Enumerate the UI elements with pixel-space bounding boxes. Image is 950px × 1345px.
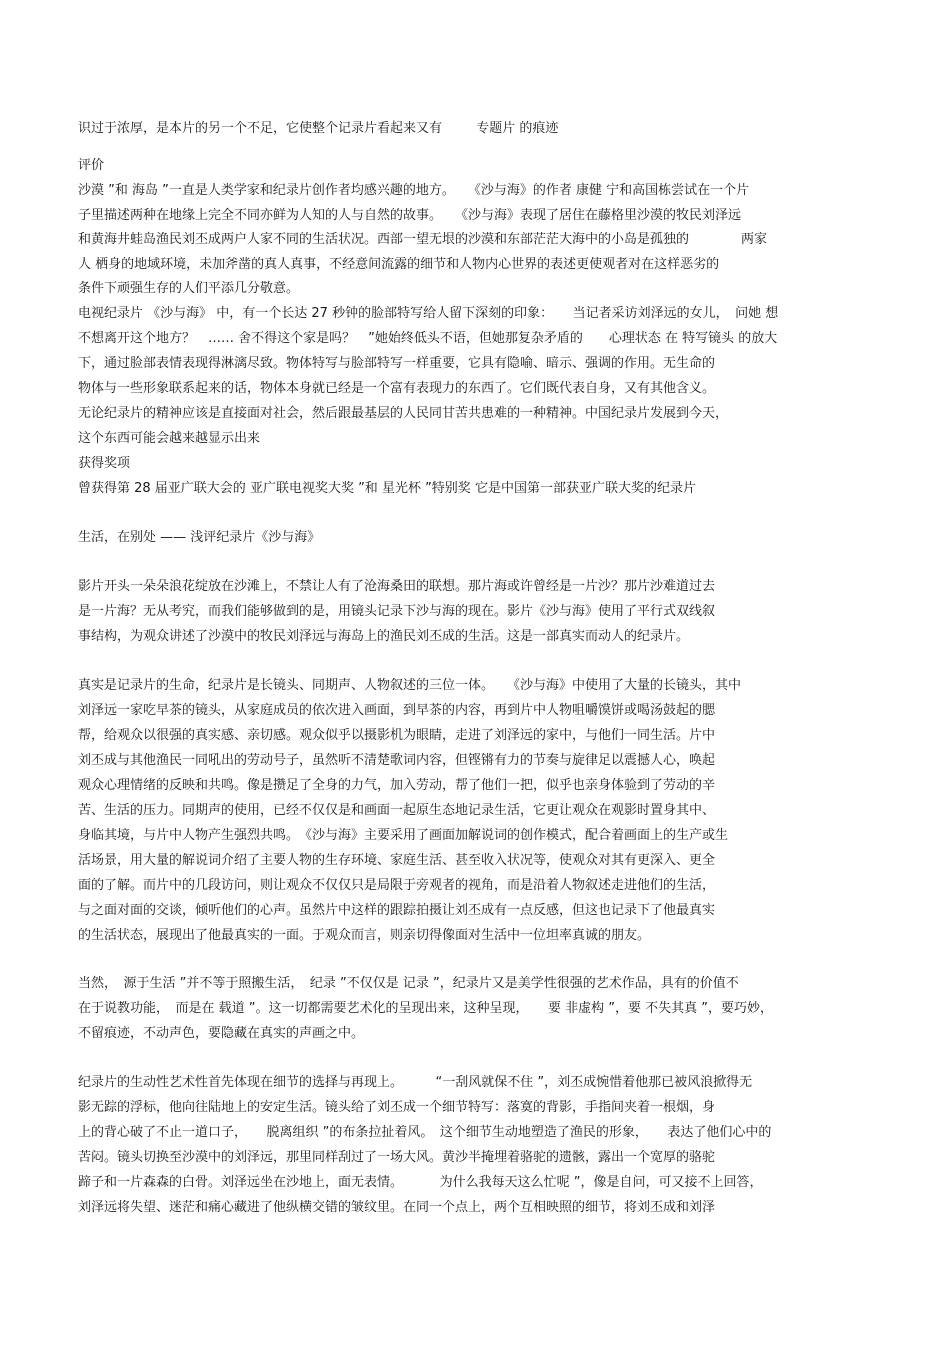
text-line: 活场景，用大量的解说词介绍了主要人物的生存环境、家庭生活、甚至收入状况等，使观众对其有更深入、更全 bbox=[78, 853, 716, 868]
text-line: 沙漠 ”和 海岛 ”一直是人类学家和纪录片创作者均感兴趣的地方。 《沙与海》的作者 康健 宁和高国栋尝试在一个片 bbox=[78, 183, 750, 198]
text-line: 与之面对面的交谈，倾听他们的心声。虽然片中这样的跟踪拍摄让刘丕成有一点反感，但这也记录下了他最真实 bbox=[78, 903, 716, 918]
section-heading: 评价 bbox=[78, 158, 105, 173]
text-line: 苦闷。镜头切换至沙漠中的刘泽远，那里同样刮过了一场大风。黄沙半掩埋着骆驼的遗骸，露出一个宽厚的骆驼 bbox=[78, 1150, 716, 1165]
text-line: 人 栖身的地域环境，未加斧凿的真人真事，不经意间流露的细节和人物内心世界的表述更使观者对在这样恶劣的 bbox=[78, 257, 720, 272]
text-line: 无论纪录片的精神应该是直接面对社会，然后跟最基层的人民同甘苦共患难的一种精神。中国纪录片发展到今天， bbox=[78, 406, 729, 421]
text-line: 这个东西可能会越来越显示出来 bbox=[78, 431, 261, 446]
text-line: 影无踪的浮标，他向往陆地上的安定生活。镜头给了刘丕成一个细节特写：落寞的背影，手指间夹着一根烟，身 bbox=[78, 1100, 716, 1115]
text-line: 影片开头一朵朵浪花绽放在沙滩上，不禁让人有了沧海桑田的联想。那片海或许曾经是一片沙？那片沙难道过去 bbox=[78, 579, 716, 594]
text-line: 识过于浓厚，是本片的另一个不足，它使整个记录片看起来又有 专题片 的痕迹 bbox=[78, 121, 559, 136]
text-line: 刘丕成与其他渔民一同吼出的劳动号子，虽然听不清楚歌词内容，但铿锵有力的节奏与旋律足以震撼人心，唤起 bbox=[78, 753, 716, 768]
text-line: 是一片海？无从考究，而我们能够做到的是，用镜头记录下沙与海的现在。影片《沙与海》使用了平行式双线叙 bbox=[78, 604, 716, 619]
section-heading: 获得奖项 bbox=[78, 456, 131, 471]
text-line: 观众心理情绪的反映和共鸣。像是攒足了全身的力气，加入劳动，帮了他们一把，似乎也亲身体验到了劳动的辛 bbox=[78, 778, 716, 793]
text-line: 条件下顽强生存的人们平添几分敬意。 bbox=[78, 281, 300, 296]
text-line: 刘泽远一家吃早茶的镜头，从家庭成员的依次进入画面，到早茶的内容，再到片中人物咀嚼馍饼或喝汤鼓起的腮 bbox=[78, 703, 716, 718]
text-line: 帮，给观众以很强的真实感、亲切感。观众似乎以摄影机为眼睛，走进了刘泽远的家中，与他们一同生活。片中 bbox=[78, 728, 716, 743]
text-line: 身临其境，与片中人物产生强烈共鸣。 《沙与海》主要采用了画面加解说词的创作模式，配合着画面上的生产或生 bbox=[78, 828, 729, 843]
text-line: 子里描述两种在地缘上完全不同亦鲜为人知的人与自然的故事。 《沙与海》表现了居住在藤格里沙漠的牧民刘泽远 bbox=[78, 208, 742, 223]
text-line: 蹄子和一片森森的白骨。刘泽远坐在沙地上，面无表情。 为什么我每天这么忙呢 ”，像是自问，可又接不上回答， bbox=[78, 1175, 763, 1190]
text-line: 物体与一些形象联系起来的话，物体本身就已经是一个富有表现力的东西了。它们既代表自身，又有其他含义。 bbox=[78, 381, 716, 396]
article-title: 生活，在别处 —— 浅评纪录片《沙与海》 bbox=[78, 530, 321, 545]
text-line: 曾获得第 28 届亚广联大会的 亚广联电视奖大奖 ”和 星光杯 ”特别奖 它是中国第一部获亚广联大奖的纪录片 bbox=[78, 481, 696, 496]
text-line: 苦、生活的压力。同期声的使用，已经不仅仅是和画面一起原生态地记录生活，它更让观众在观影时置身其中、 bbox=[78, 803, 716, 818]
text-line: 当然， 源于生活 ”并不等于照搬生活， 纪录 ”不仅仅是 记录 ”，纪录片又是美学性很强的艺术作品，具有的价值不 bbox=[78, 976, 739, 991]
text-line: 纪录片的生动性艺术性首先体现在细节的选择与再现上。 “一刮风就保不住 ”，刘丕成惋惜着他那已被风浪掀得无 bbox=[78, 1075, 753, 1090]
text-line: 下，通过脸部表情表现得淋漓尽致。物体特写与脸部特写一样重要，它具有隐喻、暗示、强调的作用。无生命的 bbox=[78, 356, 716, 371]
text-line: 真实是记录片的生命，纪录片是长镜头、同期声、人物叙述的三位一体。 《沙与海》中使用了大量的长镜头，其中 bbox=[78, 678, 742, 693]
text-line: 的生活状态，展现出了他最真实的一面。于观众而言，则亲切得像面对生活中一位坦率真诚的朋友。 bbox=[78, 928, 651, 943]
text-line: 事结构，为观众讲述了沙漠中的牧民刘泽远与海岛上的渔民刘丕成的生活。这是一部真实而动人的纪录片。 bbox=[78, 629, 690, 644]
text-line: 面的了解。而片中的几段访问，则让观众不仅仅只是局限于旁观者的视角，而是沿着人物叙述走进他们的生活， bbox=[78, 878, 716, 893]
text-line: 在于说教功能， 而是在 载道 ”。这一切都需要艺术化的呈现出来，这种呈现， 要 非虚构 ”，要 不失其真 ”，要巧妙， bbox=[78, 1001, 773, 1016]
text-line: 和黄海井蛙岛渔民刘丕成两户人家不同的生活状况。西部一望无垠的沙漠和东部茫茫大海中的小岛是孤独的 两家 bbox=[78, 232, 768, 247]
text-line: 不想离开这个地方？ …… 舍不得这个家是吗？ ”她始终低头不语，但她那复杂矛盾的 心理状态 在 特写镜头 的放大 bbox=[78, 331, 778, 346]
text-line: 电视纪录片 《沙与海》 中，有一个长达 27 秒钟的脸部特写给人留下深刻的印象： 当记者采访刘泽远的女儿， 问她 想 bbox=[78, 306, 779, 321]
text-line: 不留痕迹，不动声色，要隐藏在真实的声画之中。 bbox=[78, 1026, 365, 1041]
text-line: 刘泽远将失望、迷茫和痛心藏进了他纵横交错的皱纹里。在同一个点上，两个互相映照的细节，将刘丕成和刘泽 bbox=[78, 1200, 716, 1215]
text-line: 上的背心破了不止一道口子， 脱离组织 ”的布条拉扯着风。 这个细节生动地塑造了渔民的形象， 表达了他们心中的 bbox=[78, 1125, 772, 1140]
